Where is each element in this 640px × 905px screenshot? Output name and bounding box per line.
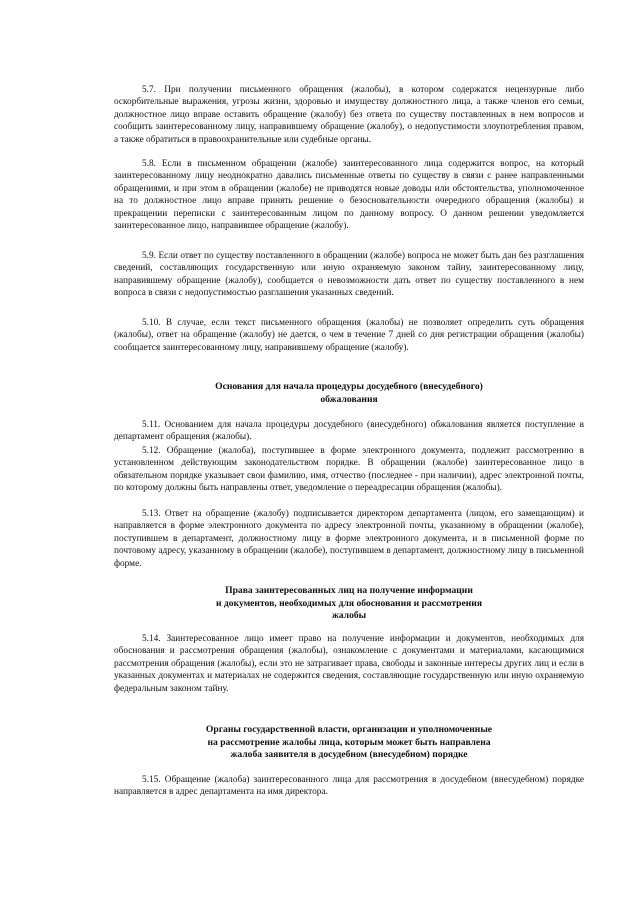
paragraph-5-7: 5.7. При получении письменного обращения (жалобы), в котором содержатся нецензурные либо оскорбительные выражения, угрозы жизни, здоровью и имуществу должностного лица, а также членов его семьи, должностное лицо вправе оставить обращение (жалобу) без ответа по существу поставленных в нем вопросов и сообщить заинтересованному лицу, направившему обращение (жалобу), о недопустимости злоупотребления правом, а также обратиться в правоохранительные или судебные органы. <box>114 85 584 145</box>
heading-line: Основания для начала процедуры досудебного (внесудебного) <box>215 381 483 392</box>
section-heading-authorities <box>114 724 584 762</box>
paragraph-5-11: 5.11. Основанием для начала процедуры досудебного (внесудебного) обжалования является поступление в департамент обращения (жалобы). <box>114 420 584 443</box>
heading-line: на рассмотрение жалобы лица, которым может быть направлена <box>207 736 491 748</box>
heading-line: обжалования <box>320 393 378 405</box>
heading-line: жалоба заявителя в досудебном (внесудебном) порядке <box>230 749 468 761</box>
paragraph-5-8: 5.8. Если в письменном обращении (жалобе) заинтересованного лица содержится вопрос, на который заинтересованному лицу неоднократно давались письменные ответы по существу в связи с ранее направленными обращениями, и при этом в обращении (жалобе) не приводятся новые доводы или обстоятельства, уполномоченное на то должностное лицо вправе принять решение о безосновательности очередного обращения (жалобы) и прекращении переписки с заинтересованным лицом по данному вопросу. О данном решении уведомляется заинтересованное лицо, направившее обращение (жалобу). <box>114 159 584 232</box>
paragraph-5-13: 5.13. Ответ на обращение (жалобу) подписывается директором департамента (лицом, его замещающим) и направляется в форме электронного документа по адресу электронной почты, указанному в обращении (жалобе), поступившем в департамент, должностному лицу в форме электронного документа, и в письменной форме по почтовому адресу, указанному в обращении (жалобе), поступившем в департамент, должностному лицу в письменной форме. <box>114 509 584 569</box>
paragraph-5-9: 5.9. Если ответ по существу поставленного в обращении (жалобе) вопроса не может быть дан без разглашения сведений, составляющих государственную или иную охраняемую законом тайну, заинтересованному лицу, направившему обращение (жалобу), сообщается о невозможности дать ответ по существу поставленного в нем вопроса в связи с недопустимостью разглашения указанных сведений. <box>114 251 584 299</box>
heading-line: Права заинтересованных лиц на получение информации <box>225 585 473 596</box>
heading-line: жалобы <box>331 610 367 622</box>
paragraph-5-14: 5.14. Заинтересованное лицо имеет право на получение информации и документов, необходимых для обоснования и рассмотрения обращения (жалобы), ознакомление с документами и материалами, касающимися рассмотрения обращения (жалобы), если это не затрагивает права, свободы и законные интересы других лиц и если в указанных документах и материалах не содержится сведения, составляющие государственную или иную охраняемую федеральным законом тайну. <box>114 634 584 694</box>
heading-line: Органы государственной власти, организации и уполномоченные <box>205 724 493 735</box>
paragraph-5-10: 5.10. В случае, если текст письменного обращения (жалобы) не позволяет определить суть обращения (жалобы), ответ на обращение (жалобу) не дается, о чем в течение 7 дней со дня регистрации обращения (жалобы) сообщается заинтересованному лицу, направившему обращение (жалобу). <box>114 318 584 353</box>
paragraph-5-15: 5.15. Обращение (жалоба) заинтересованного лица для рассмотрения в досудебном (внесудебном) порядке направляется в адрес департамента на имя директора. <box>114 775 584 798</box>
section-heading-rights <box>114 585 584 623</box>
heading-line: и документов, необходимых для обоснования и рассмотрения <box>215 597 483 609</box>
paragraph-5-12: 5.12. Обращение (жалоба), поступившее в форме электронного документа, подлежит рассмотрению в установленном действующим законодательством порядке. В обращении (жалобе) заинтересованное лицо в обязательном порядке указывает свои фамилию, имя, отчество (последнее - при наличии), адрес электронной почты, по которому должны быть направлены ответ, уведомление о переадресации обращения (жалобы). <box>114 446 584 494</box>
section-heading-grounds <box>114 381 584 406</box>
